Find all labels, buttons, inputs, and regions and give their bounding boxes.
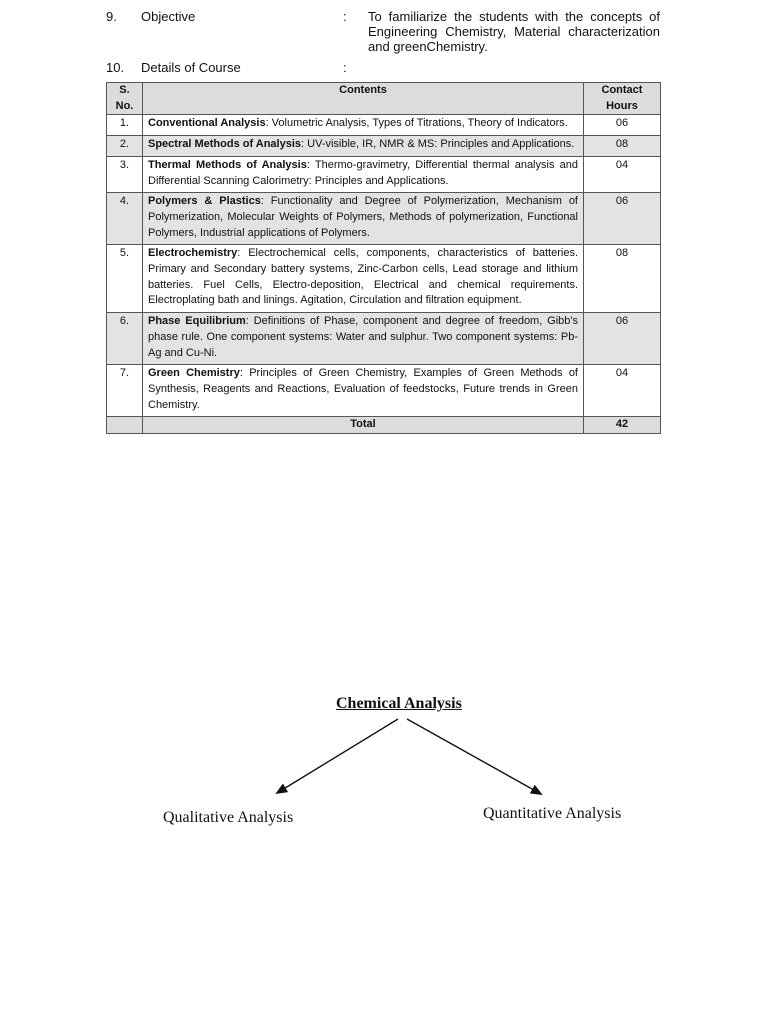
objective-number: 9. bbox=[106, 9, 117, 24]
arrow-left bbox=[277, 719, 398, 793]
row-hours: 04 bbox=[584, 365, 661, 417]
row-hours: 06 bbox=[584, 193, 661, 245]
row-text: : Functionality and Degree of Polymerization, Mechanism of Polymerization, Molecular Weights of Polymers, Methods of polymerization, Functional Polymers, Industrial applications of Polymers. bbox=[148, 195, 578, 239]
row-hours: 04 bbox=[584, 156, 661, 192]
table-header-row bbox=[107, 83, 661, 115]
details-number: 10. bbox=[106, 60, 125, 75]
objective-value: To familiarize the students with the concepts of Engineering Chemistry, Material characterization and greenChemistry. bbox=[368, 9, 660, 54]
row-text: : UV-visible, IR, NMR & MS: Principles and Applications. bbox=[301, 138, 575, 151]
row-content bbox=[143, 115, 584, 136]
objective-colon: : bbox=[343, 9, 347, 24]
row-sno: 7. bbox=[107, 365, 143, 417]
row-sno: 6. bbox=[107, 313, 143, 365]
table-row bbox=[107, 313, 661, 365]
row-hours: 08 bbox=[584, 136, 661, 157]
row-content bbox=[143, 245, 584, 313]
total-label: Total bbox=[143, 417, 584, 434]
row-sno: 1. bbox=[107, 115, 143, 136]
table-row bbox=[107, 245, 661, 313]
row-topic: Phase Equilibrium bbox=[148, 315, 246, 328]
table-row bbox=[107, 115, 661, 136]
row-topic: Spectral Methods of Analysis bbox=[148, 138, 302, 151]
total-empty-cell bbox=[107, 417, 143, 434]
row-text: : Thermo-gravimetry, Differential thermal analysis and Differential Scanning Calorimetry: Principles and Applications. bbox=[148, 158, 578, 187]
row-content bbox=[143, 156, 584, 192]
row-content bbox=[143, 193, 584, 245]
arrow-right bbox=[407, 719, 541, 794]
header-sno-line1: S. bbox=[119, 84, 130, 96]
table-row bbox=[107, 193, 661, 245]
row-text: : Principles of Green Chemistry, Examples of Green Methods of Synthesis, Reagents and Reactions, Evaluation of feedstocks, Future trends in Green Chemistry. bbox=[148, 367, 578, 411]
course-table bbox=[106, 82, 661, 434]
row-text: : Volumetric Analysis, Types of Titrations, Theory of Indicators. bbox=[265, 117, 568, 130]
header-contents: Contents bbox=[143, 83, 584, 115]
row-content bbox=[143, 136, 584, 157]
table-row bbox=[107, 136, 661, 157]
row-topic: Polymers & Plastics bbox=[148, 195, 261, 208]
row-content bbox=[143, 365, 584, 417]
header-hours-line2: Hours bbox=[606, 99, 638, 112]
row-sno: 4. bbox=[107, 193, 143, 245]
table-row bbox=[107, 365, 661, 417]
diagram-right-label: Quantitative Analysis bbox=[483, 805, 622, 822]
row-hours: 06 bbox=[584, 115, 661, 136]
row-sno: 3. bbox=[107, 156, 143, 192]
row-topic: Thermal Methods of Analysis bbox=[148, 158, 307, 171]
header-hours bbox=[584, 83, 661, 115]
row-sno: 5. bbox=[107, 245, 143, 313]
row-topic: Conventional Analysis bbox=[148, 117, 266, 130]
header-sno bbox=[107, 83, 143, 115]
table-total-row bbox=[107, 417, 661, 434]
row-content bbox=[143, 313, 584, 365]
table-row bbox=[107, 156, 661, 192]
row-topic: Electrochemistry bbox=[148, 247, 238, 260]
row-text: : Electrochemical cells, components, characteristics of batteries. Primary and Secondary battery systems, Zinc-Carbon cells, Lead storage and lithium batteries. Fuel Cells, Electro-deposition, Electrical and chemical requirements. Electroplating bath and linings. Agitation, Circulation and filtration equipment. bbox=[148, 247, 578, 307]
objective-label: Objective bbox=[141, 9, 196, 24]
row-sno: 2. bbox=[107, 136, 143, 157]
diagram-left-label: Qualitative Analysis bbox=[163, 809, 294, 826]
row-hours: 08 bbox=[584, 245, 661, 313]
header-sno-line2: No. bbox=[115, 99, 134, 112]
details-colon: : bbox=[343, 60, 347, 75]
row-topic: Green Chemistry bbox=[148, 367, 240, 380]
diagram-title: Chemical Analysis bbox=[336, 695, 462, 712]
row-hours: 06 bbox=[584, 313, 661, 365]
total-hours: 42 bbox=[584, 417, 661, 434]
row-text: : Definitions of Phase, component and degree of freedom, Gibb's phase rule. One component systems: Water and sulphur. Two component systems: Pb-Ag and Cu-Ni. bbox=[148, 315, 578, 359]
details-label: Details of Course bbox=[141, 60, 241, 75]
header-hours-line1: Contact bbox=[601, 84, 643, 96]
